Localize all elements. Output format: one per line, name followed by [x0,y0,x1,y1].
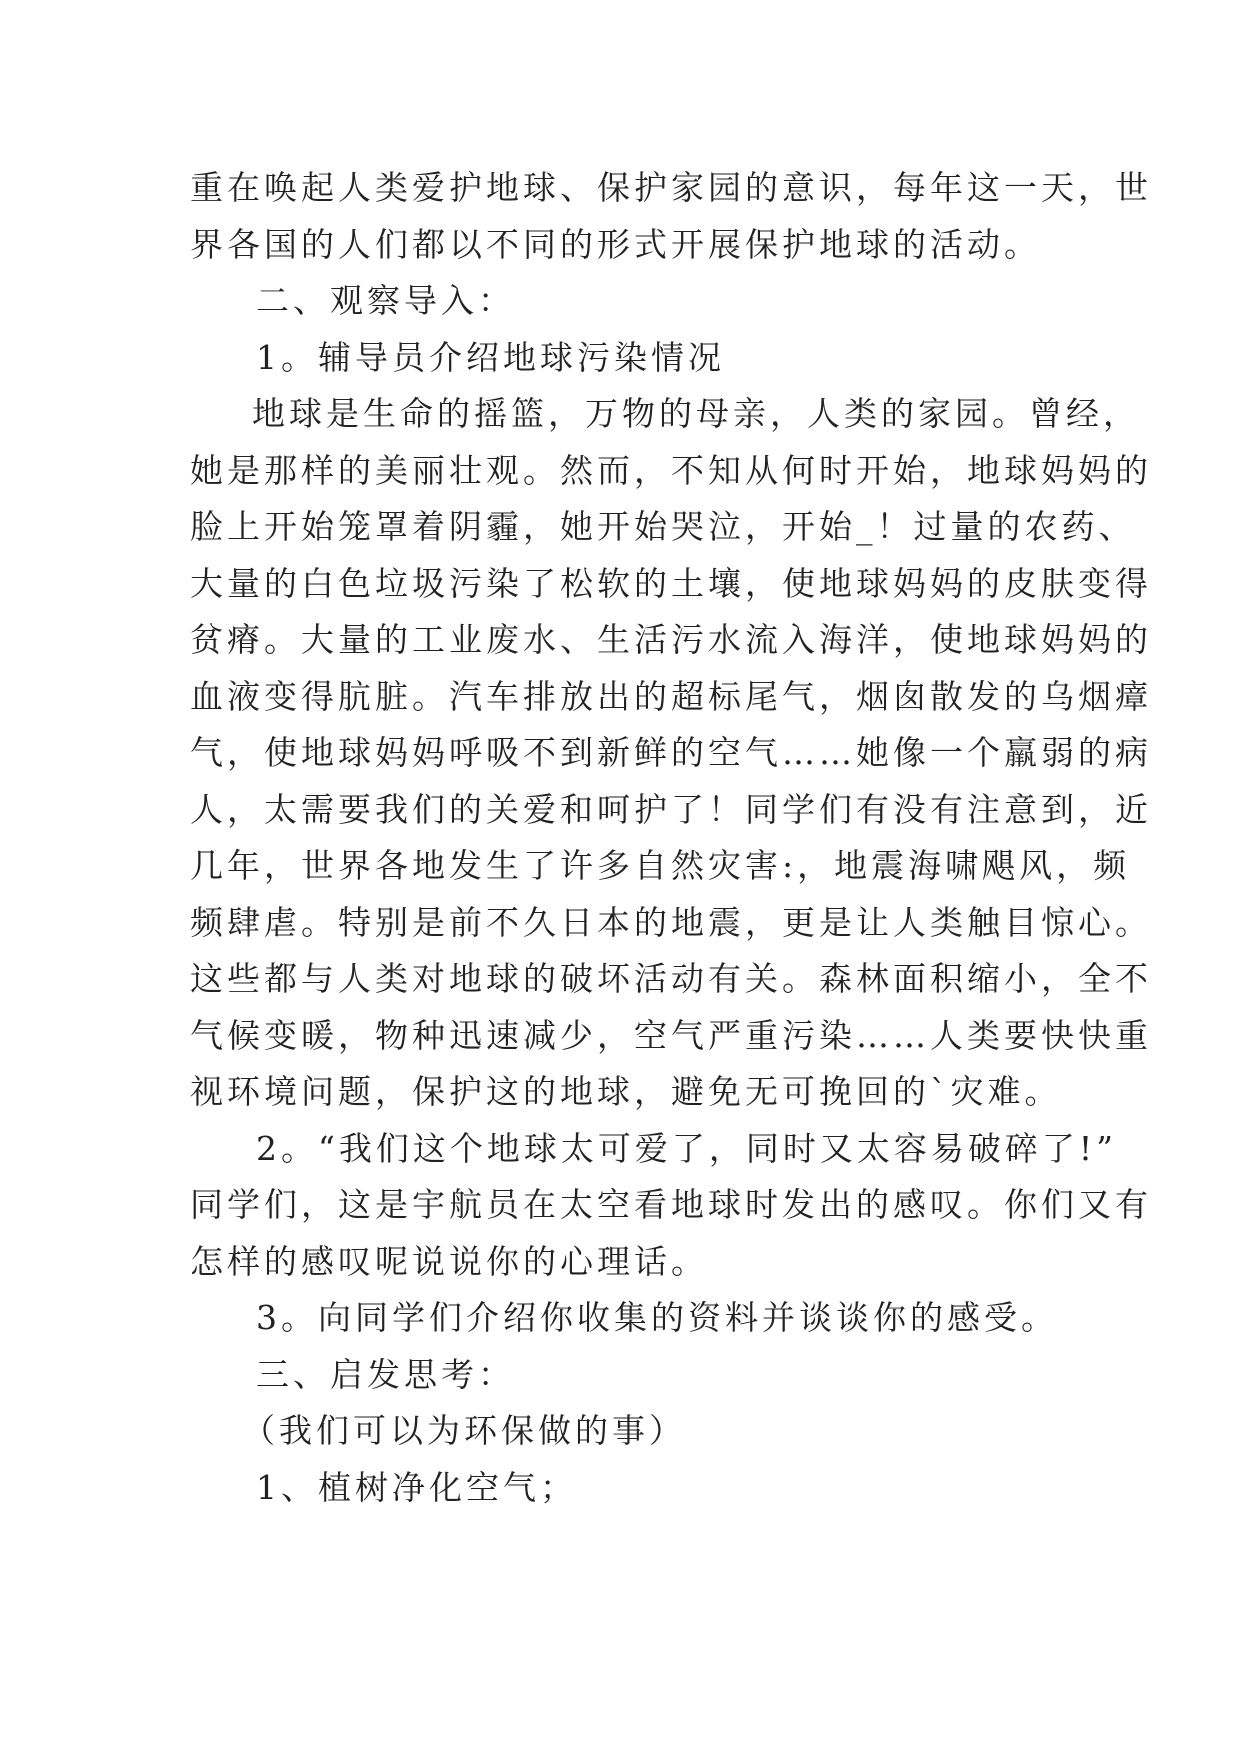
document-body [190,160,1152,1516]
list-item-heading: 1。辅导员介绍地球污染情况 [256,337,725,377]
paragraph-line: 血液变得肮脏。汽车排放出的超标尾气，烟囱散发的乌烟瘴 [190,676,1152,716]
list-item-heading: 3。向同学们介绍你收集的资料并谈谈你的感受。 [256,1298,1058,1337]
section-heading: 二、观察导入： [256,281,515,320]
section-heading: 三、启发思考： [256,1354,515,1394]
paragraph-line: 大量的白色垃圾污染了松软的土壤，使地球妈妈的皮肤变得 [190,563,1152,603]
paragraph-line: 贫瘠。大量的工业废水、生活污水流入海洋，使地球妈妈的 [190,620,1152,659]
paragraph-line: 气候变暖，物种迅速减少，空气严重污染……人类要快快重 [190,1015,1152,1055]
list-item: 1、植树净化空气； [256,1467,577,1507]
paragraph-line: 视环境问题，保护这的地球，避免无可挽回的`灾难。 [190,1072,1062,1111]
paragraph-line: 重在唤起人类爱护地球、保护家园的意识，每年这一天，世 [190,168,1152,207]
list-item-heading: 2。“我们这个地球太可爱了，同时又太容易破碎了!” [256,1128,1117,1168]
paragraph-line: 几年，世界各地发生了许多自然灾害:，地震海啸飓风，频 [190,846,1131,885]
paragraph-line: 气，使地球妈妈呼吸不到新鲜的空气……她像一个羸弱的病 [190,733,1152,772]
paragraph-line: 脸上开始笼罩着阴霾，她开始哭泣，开始_！过量的农药、 [190,507,1136,546]
paragraph-line: 她是那样的美丽壮观。然而，不知从何时开始，地球妈妈的 [190,450,1152,490]
paragraph-line: 频肆虐。特别是前不久日本的地震，更是让人类触目惊心。 [190,902,1152,942]
paragraph-line: 地球是生命的摇篮，万物的母亲，人类的家园。曾经， [252,394,1140,433]
paragraph-line: 怎样的感叹呢说说你的心理话。 [190,1241,708,1281]
paragraph-line: 界各国的人们都以不同的形式开展保护地球的活动。 [190,224,1041,264]
parenthetical-note: （我们可以为环保做的事） [242,1411,686,1450]
paragraph-line: 人，太需要我们的关爱和呵护了！同学们有没有注意到，近 [190,789,1152,829]
paragraph-line: 同学们，这是宇航员在太空看地球时发出的感叹。你们又有 [190,1185,1152,1224]
paragraph-line: 这些都与人类对地球的破坏活动有关。森林面积缩小，全不 [190,959,1152,998]
